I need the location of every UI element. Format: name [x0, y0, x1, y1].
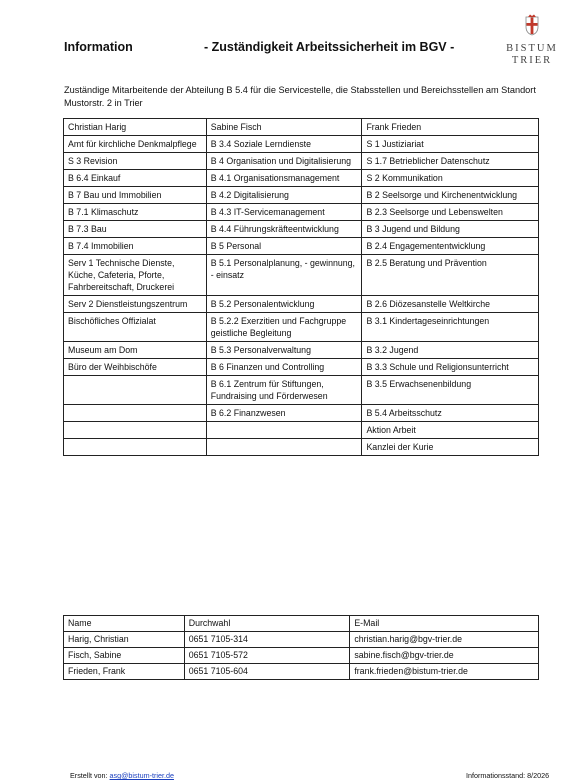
table-cell: B 6.1 Zentrum für Stiftungen, Fundraising und Förderwesen: [206, 376, 362, 405]
table-cell: S 1.7 Betrieblicher Datenschutz: [362, 153, 539, 170]
table-cell: B 7.4 Immobilien: [64, 238, 207, 255]
table-cell: B 4.2 Digitalisierung: [206, 187, 362, 204]
table-cell: B 5.2 Personalentwicklung: [206, 296, 362, 313]
table-row: [64, 187, 539, 204]
table-cell: B 5.4 Arbeitsschutz: [362, 405, 539, 422]
table-header-cell: Christian Harig: [64, 119, 207, 136]
table-cell: Bischöfliches Offizialat: [64, 313, 207, 342]
table-cell: B 3.1 Kindertageseinrichtungen: [362, 313, 539, 342]
table-row: [64, 221, 539, 238]
header-label: Information: [64, 40, 133, 54]
table-cell: B 3 Jugend und Bildung: [362, 221, 539, 238]
table-row: [64, 359, 539, 376]
footer-status: Informationsstand: 8/2026: [466, 771, 550, 780]
table-cell: [206, 439, 362, 456]
table-cell: Fisch, Sabine: [64, 648, 185, 664]
table-cell: B 6.4 Einkauf: [64, 170, 207, 187]
table-cell: B 2.6 Diözesanstelle Weltkirche: [362, 296, 539, 313]
table-cell: Museum am Dom: [64, 342, 207, 359]
table-cell: S 1 Justiziariat: [362, 136, 539, 153]
logo-text-line1: BISTUM: [506, 43, 558, 54]
table-cell: [64, 439, 207, 456]
table-header-cell: Sabine Fisch: [206, 119, 362, 136]
logo-text-line2: TRIER: [511, 55, 553, 66]
table-row: [64, 255, 539, 296]
contact-row: [64, 632, 539, 648]
table-cell: S 3 Revision: [64, 153, 207, 170]
table-row: [64, 439, 539, 456]
table-cell: [64, 376, 207, 405]
table-header-row: [64, 119, 539, 136]
responsibility-table: [63, 118, 539, 456]
table-row: [64, 296, 539, 313]
table-cell: Kanzlei der Kurie: [362, 439, 539, 456]
table-cell: B 5.3 Personalverwaltung: [206, 342, 362, 359]
table-cell: [206, 422, 362, 439]
table-cell: Amt für kirchliche Denkmalpflege: [64, 136, 207, 153]
table-cell: 0651 7105-314: [184, 632, 350, 648]
bistum-trier-logo: [500, 14, 564, 67]
table-cell: Serv 2 Dienstleistungszentrum: [64, 296, 207, 313]
table-cell: frank.frieden@bistum-trier.de: [350, 664, 539, 680]
table-cell: B 5.1 Personalplanung, - gewinnung, - einsatz: [206, 255, 362, 296]
table-header-cell: Durchwahl: [184, 616, 350, 632]
intro-text: Zuständige Mitarbeitende der Abteilung B 5.4 für die Servicestelle, die Stabsstellen und Bereichsstellen am Standort Mustorstr. 2 in Trier: [64, 85, 536, 108]
table-cell: B 7.3 Bau: [64, 221, 207, 238]
table-cell: B 3.3 Schule und Religionsunterricht: [362, 359, 539, 376]
table-cell: B 5.2.2 Exerzitien und Fachgruppe geistliche Begleitung: [206, 313, 362, 342]
table-row: [64, 342, 539, 359]
table-row: [64, 422, 539, 439]
contacts-table: [63, 615, 539, 680]
table-cell: Frieden, Frank: [64, 664, 185, 680]
page-title: - Zuständigkeit Arbeitssicherheit im BGV -: [204, 40, 455, 54]
contact-row: [64, 648, 539, 664]
table-header-cell: Name: [64, 616, 185, 632]
table-cell: Büro der Weihbischöfe: [64, 359, 207, 376]
table-cell: sabine.fisch@bgv-trier.de: [350, 648, 539, 664]
table-row: [64, 153, 539, 170]
table-cell: B 3.4 Soziale Lerndienste: [206, 136, 362, 153]
table-row: [64, 405, 539, 422]
footer-created-by: [70, 771, 174, 780]
table-cell: christian.harig@bgv-trier.de: [350, 632, 539, 648]
table-cell: B 7 Bau und Immobilien: [64, 187, 207, 204]
table-cell: [64, 422, 207, 439]
table-row: [64, 238, 539, 255]
table-row: [64, 204, 539, 221]
crest-icon: [525, 14, 539, 36]
footer-email-link[interactable]: asg@bistum-trier.de: [109, 771, 174, 780]
contact-row: [64, 664, 539, 680]
table-cell: B 6.2 Finanzwesen: [206, 405, 362, 422]
table-cell: B 4.1 Organisationsmanagement: [206, 170, 362, 187]
table-cell: B 2.4 Engagemententwicklung: [362, 238, 539, 255]
table-cell: B 2 Seelsorge und Kirchenentwicklung: [362, 187, 539, 204]
table-cell: B 2.3 Seelsorge und Lebenswelten: [362, 204, 539, 221]
table-cell: B 4.3 IT-Servicemanagement: [206, 204, 362, 221]
table-row: [64, 376, 539, 405]
table-row: [64, 313, 539, 342]
table-header-row: [64, 616, 539, 632]
table-cell: Serv 1 Technische Dienste, Küche, Cafeteria, Pforte, Fahrbereitschaft, Druckerei: [64, 255, 207, 296]
table-cell: B 4 Organisation und Digitalisierung: [206, 153, 362, 170]
table-header-cell: Frank Frieden: [362, 119, 539, 136]
table-row: [64, 136, 539, 153]
table-cell: B 2.5 Beratung und Prävention: [362, 255, 539, 296]
table-cell: Harig, Christian: [64, 632, 185, 648]
table-cell: 0651 7105-572: [184, 648, 350, 664]
table-header-cell: E-Mail: [350, 616, 539, 632]
table-cell: B 4.4 Führungskräfteentwicklung: [206, 221, 362, 238]
table-cell: 0651 7105-604: [184, 664, 350, 680]
footer-created-by-label: Erstellt von:: [70, 771, 110, 780]
table-cell: B 3.5 Erwachsenenbildung: [362, 376, 539, 405]
table-cell: [64, 405, 207, 422]
table-cell: B 3.2 Jugend: [362, 342, 539, 359]
table-cell: B 5 Personal: [206, 238, 362, 255]
table-cell: S 2 Kommunikation: [362, 170, 539, 187]
table-row: [64, 170, 539, 187]
table-cell: B 7.1 Klimaschutz: [64, 204, 207, 221]
table-cell: B 6 Finanzen und Controlling: [206, 359, 362, 376]
table-cell: Aktion Arbeit: [362, 422, 539, 439]
